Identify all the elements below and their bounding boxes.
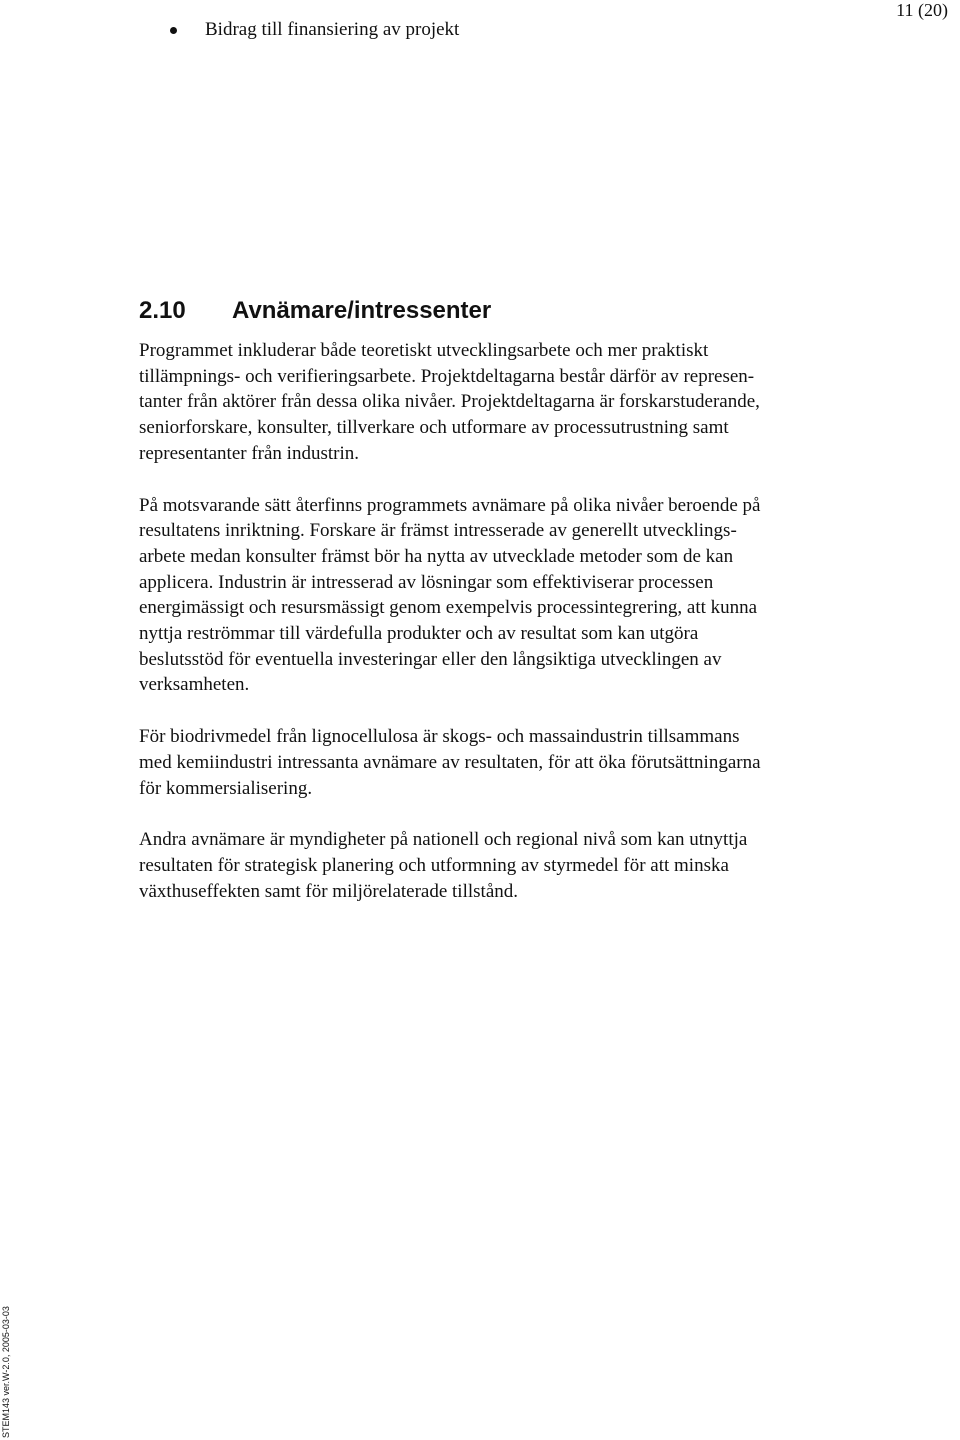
text-line: beslutsstöd för eventuella investeringar eller den långsiktiga utvecklingen av <box>139 648 722 670</box>
paragraph <box>139 493 919 699</box>
text-line: tillämpnings- och verifieringsarbete. Projektdeltagarna består därför av represen- <box>139 365 755 387</box>
page-number: 11 (20) <box>896 0 948 20</box>
text-line: tanter från aktörer från dessa olika nivåer. Projektdeltagarna är forskarstuderande, <box>139 391 760 413</box>
text-line: seniorforskare, konsulter, tillverkare och utformare av processutrustning samt <box>139 417 729 439</box>
text-line: energimässigt och resursmässigt genom exempelvis processintegrering, att kunna <box>139 597 758 619</box>
paragraph <box>139 338 919 467</box>
bullet-item <box>170 17 459 43</box>
section-number: 2.10 <box>139 297 186 324</box>
text-line: För biodrivmedel från lignocellulosa är skogs- och massaindustrin tillsammans <box>139 726 740 748</box>
text-line: Programmet inkluderar både teoretiskt utvecklingsarbete och mer praktiskt <box>139 340 709 361</box>
text-line: nyttja reströmmar till värdefulla produkter och av resultat som kan utgöra <box>139 623 699 645</box>
template-version-label: STEM143 ver.W-2.0, 2005-03-03 <box>1 1306 11 1438</box>
paragraph <box>139 724 919 801</box>
section-heading <box>139 294 491 328</box>
text-line: resultatens inriktning. Forskare är främst intresserade av generellt utvecklings- <box>139 520 737 542</box>
text-line: Andra avnämare är myndigheter på nationell och regional nivå som kan utnyttja <box>139 829 748 851</box>
text-line: På motsvarande sätt återfinns programmets avnämare på olika nivåer beroende på <box>139 494 761 516</box>
body-text <box>139 338 919 930</box>
bullet-text: Bidrag till finansiering av projekt <box>205 19 460 40</box>
text-line: applicera. Industrin är intresserad av lösningar som effektiviserar processen <box>139 571 714 593</box>
bullet-dot-icon <box>170 27 177 34</box>
text-line: representanter från industrin. <box>139 442 359 464</box>
bullet-list <box>170 17 459 43</box>
text-line: arbete medan konsulter främst bör ha nytta av utvecklade metoder som de kan <box>139 545 734 567</box>
paragraph <box>139 827 919 904</box>
text-line: växthuseffekten samt för miljörelaterade tillstånd. <box>139 880 518 902</box>
text-line: resultaten för strategisk planering och utformning av styrmedel för att minska <box>139 854 729 876</box>
text-line: verksamheten. <box>139 674 250 696</box>
text-line: med kemiindustri intressanta avnämare av resultaten, för att öka förutsättningarna <box>139 751 761 773</box>
section-title: Avnämare/intressenter <box>232 297 492 324</box>
text-line: för kommersialisering. <box>139 777 313 799</box>
